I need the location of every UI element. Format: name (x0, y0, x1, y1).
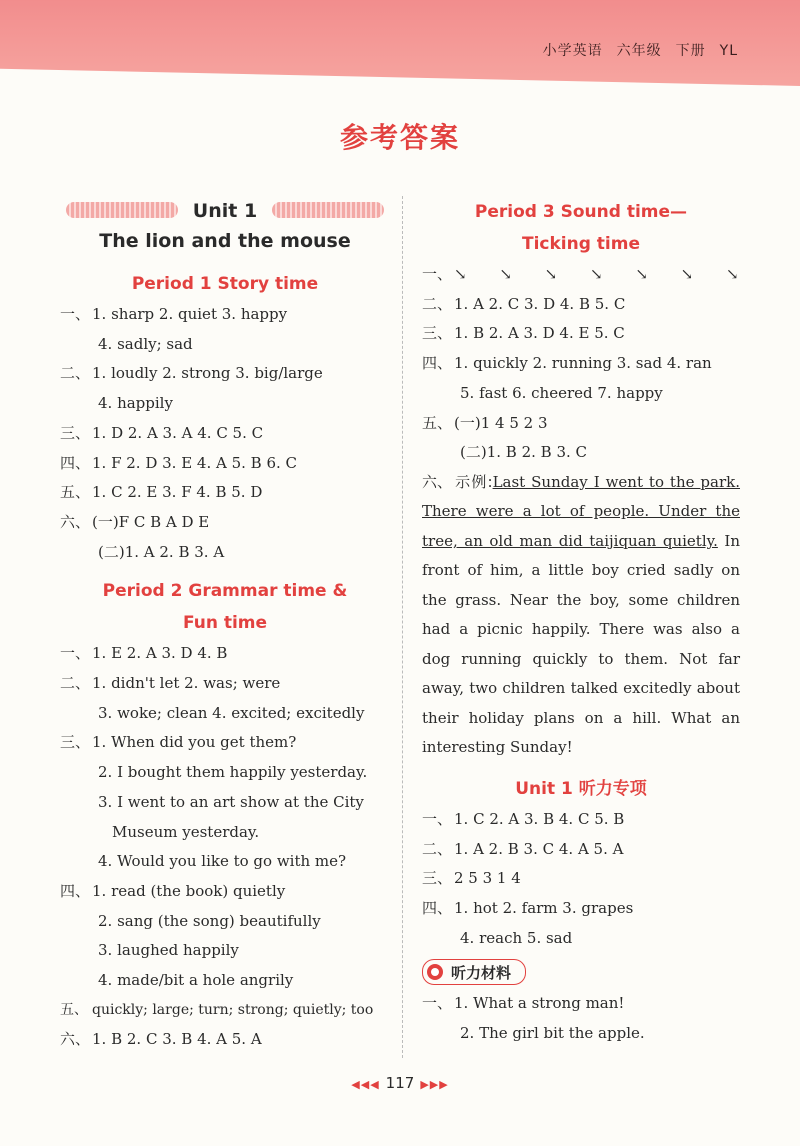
unit-banner (60, 196, 390, 226)
answer-line: 二、 1. didn't let 2. was; were (60, 674, 281, 693)
listening-title: Unit 1 听力专项 (515, 778, 647, 799)
left-arrows-icon: ◀◀◀ (351, 1078, 380, 1091)
answer-line: 六、 1. B 2. C 3. B 4. A 5. A (60, 1030, 262, 1049)
answer-line: 二、 1. loudly 2. strong 3. big/large (60, 364, 323, 383)
answer-line: 一、 1. E 2. A 3. D 4. B (60, 644, 228, 663)
answer-line: 3. woke; clean 4. excited; excitedly (98, 703, 365, 722)
banner-stripes-right (272, 202, 384, 218)
answer-line: 4. happily (98, 394, 173, 413)
column-divider (402, 196, 403, 1058)
answer-line: 五、 (一)1 4 5 2 3 (422, 413, 548, 432)
header-subject: 小学英语 (542, 43, 603, 59)
answer-line: 五、 1. C 2. E 3. F 4. B 5. D (60, 483, 263, 502)
page-footer (0, 1074, 800, 1092)
answer-line: 四、 1. read (the book) quietly (60, 881, 286, 900)
answer-line: Museum yesterday. (112, 822, 260, 841)
listening-material-tag: 听力材料 (422, 959, 526, 985)
answer-line: 一、 1. C 2. A 3. B 4. C 5. B (422, 809, 625, 828)
answer-line: 一、 1. What a strong man! (422, 994, 625, 1013)
sample-paragraph: 六、 示例:Last Sunday I went to the park. There were a lot of people. Under the tree, an old man did taijiquan quietly. In front of him, a little boy cried sadly on the grass. Near the boy, some children had a picnic happily. There was also a dog running quickly to them. Not far away, two children talked excitedly about their holiday plans on a hill. What an interesting Sunday! (422, 472, 740, 757)
answer-line: 三、 2 5 3 1 4 (422, 869, 521, 888)
answer-line: 2. I bought them happily yesterday. (98, 763, 368, 782)
answer-line: 一、 1. sharp 2. quiet 3. happy (60, 305, 288, 323)
header-grade: 六年级 (616, 43, 662, 59)
answer-line: (二)1. A 2. B 3. A (98, 542, 225, 561)
headphone-icon (427, 964, 443, 980)
answer-line: 4. made/bit a hole angrily (98, 971, 294, 990)
answer-line: 2. sang (the song) beautifully (98, 911, 321, 930)
answer-line: 2. The girl bit the apple. (460, 1024, 645, 1043)
right-arrows-icon: ▶▶▶ (420, 1078, 449, 1091)
answer-line: 二、 1. A 2. C 3. D 4. B 5. C (422, 294, 626, 313)
answer-line: 三、 1. B 2. A 3. D 4. E 5. C (422, 324, 625, 343)
page-number: 117 (385, 1074, 415, 1092)
answer-line: 一、 ↘ ↘ ↘ ↘ ↘ ↘ ↘ (422, 265, 753, 283)
answer-line: 三、 1. When did you get them? (60, 733, 297, 752)
answer-line: 二、 1. A 2. B 3. C 4. A 5. A (422, 839, 624, 858)
answer-line: 四、 1. quickly 2. running 3. sad 4. ran (422, 354, 712, 373)
period-1-title: Period 1 Story time (131, 274, 319, 294)
answer-line: 六、 (一)F C B A D E (60, 512, 210, 531)
period-3-subtitle: Ticking time (521, 234, 641, 254)
answer-line: (二)1. B 2. B 3. C (460, 443, 588, 462)
answer-line: 3. laughed happily (98, 941, 239, 960)
period-2-title: Period 2 Grammar time & (102, 581, 348, 602)
header-volume: 下册 (675, 43, 706, 59)
answer-line: 五、 quickly; large; turn; strong; quietly; too (60, 1001, 374, 1018)
header-edition: YL (719, 43, 738, 59)
answer-line: 四、 1. hot 2. farm 3. grapes (422, 899, 634, 918)
unit-label: Unit 1 (185, 200, 265, 222)
underlined-sentence: Last Sunday I went to the park. There were a lot of people. Under the tree, an old man did taijiquan quietly. (422, 472, 740, 550)
page-title: 参考答案 (339, 121, 460, 154)
answer-line: 4. sadly; sad (98, 334, 193, 353)
banner-stripes-left (66, 202, 178, 218)
left-column (60, 196, 390, 1055)
answer-line: 四、 1. F 2. D 3. E 4. A 5. B 6. C (60, 453, 298, 472)
answer-line: 三、 1. D 2. A 3. A 4. C 5. C (60, 423, 264, 442)
header-info (529, 40, 738, 60)
answer-line: 5. fast 6. cheered 7. happy (460, 383, 663, 402)
period-3-title: Period 3 Sound time— (474, 202, 688, 222)
intonation-arrows: ↘ ↘ ↘ ↘ ↘ ↘ ↘ (454, 265, 753, 283)
answer-line: 3. I went to an art show at the City (98, 792, 364, 811)
answer-line: 4. Would you like to go with me? (98, 852, 347, 871)
answer-line: 4. reach 5. sad (460, 928, 573, 947)
unit-title: The lion and the mouse (99, 230, 351, 252)
right-column (422, 196, 753, 1049)
period-2-subtitle: Fun time (182, 613, 268, 634)
